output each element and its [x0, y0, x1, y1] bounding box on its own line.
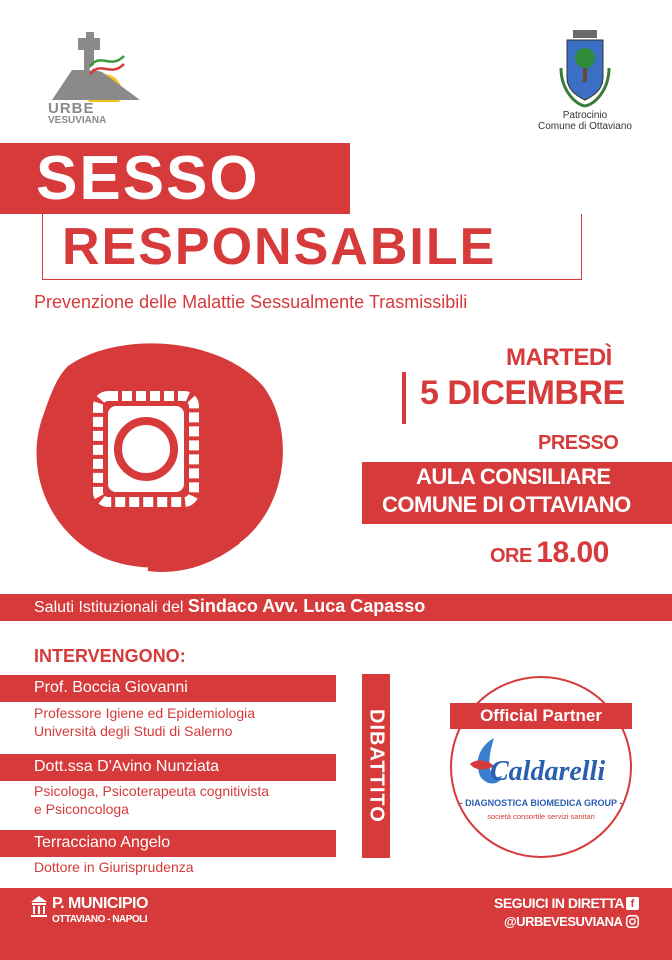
- footer-place1: P. MUNICIPIO: [52, 895, 148, 912]
- speaker-name-2: Dott.ssa D'Avino Nunziata: [34, 758, 220, 775]
- patron-label: Patrocinio: [562, 110, 608, 121]
- condom-wrapper-icon: [28, 336, 288, 580]
- logo-line1: URBE: [48, 100, 95, 117]
- speakers-heading: INTERVENGONO:: [34, 646, 186, 666]
- vesuvius-tower-icon: [42, 30, 147, 102]
- footer-follow2: @URBEVESUVIANA: [504, 914, 623, 929]
- event-date-bracket: [402, 372, 406, 424]
- instagram-icon[interactable]: [626, 915, 639, 928]
- title-line2: RESPONSABILE: [62, 218, 497, 276]
- time-value: 18.00: [536, 536, 609, 569]
- patron-comune: Comune di Ottaviano: [538, 121, 632, 132]
- facebook-icon[interactable]: f: [626, 897, 639, 910]
- greetings-name: Sindaco Avv. Luca Capasso: [187, 596, 426, 616]
- speaker-role-3a: Dottore in Giurisprudenza: [34, 859, 194, 875]
- partner-tagline: - DIAGNOSTICA BIOMEDICA GROUP -: [459, 798, 623, 808]
- coat-of-arms-icon: [555, 28, 615, 110]
- speaker-name-1: Prof. Boccia Giovanni: [34, 679, 188, 696]
- speaker-role-1b: Università degli Studi di Salerno: [34, 723, 233, 739]
- speaker-role-1a: Professore Igiene ed Epidemiologia: [34, 705, 256, 721]
- event-date: 5 DICEMBRE: [420, 374, 625, 412]
- title-line1: SESSO: [36, 144, 260, 213]
- footer-place2: OTTAVIANO - NAPOLI: [52, 914, 148, 925]
- greetings-row: [34, 596, 425, 617]
- event-day: MARTEDÌ: [506, 344, 612, 371]
- partner-brand: Caldarelli: [490, 756, 606, 787]
- debate-label: DIBATTITO: [365, 709, 388, 823]
- greetings-prefix: Saluti Istituzionali del: [34, 599, 184, 616]
- speaker-role-2a: Psicologa, Psicoterapeuta cognitivista: [34, 783, 270, 799]
- municipio-building-icon: [30, 894, 48, 918]
- event-time-row: [490, 536, 609, 570]
- event-presso: PRESSO: [538, 432, 619, 454]
- venue-line2: COMUNE DI OTTAVIANO: [382, 492, 631, 517]
- speaker-name-3: Terracciano Angelo: [34, 834, 171, 851]
- urbe-vesuviana-logo: [42, 30, 147, 126]
- partner-label: Official Partner: [450, 703, 632, 729]
- time-label: ORE: [490, 545, 532, 567]
- speaker-role-2b: e Psiconcologa: [34, 801, 129, 817]
- logo-line2: VESUVIANA: [48, 115, 107, 126]
- partner-subtag: società consortile servizi sanitari: [487, 812, 595, 821]
- patron-block: [520, 28, 650, 138]
- subtitle: Prevenzione delle Malattie Sessualmente Trasmissibili: [34, 292, 468, 312]
- footer-follow1: SEGUICI IN DIRETTA: [494, 895, 624, 911]
- venue-line1: AULA CONSILIARE: [416, 464, 611, 489]
